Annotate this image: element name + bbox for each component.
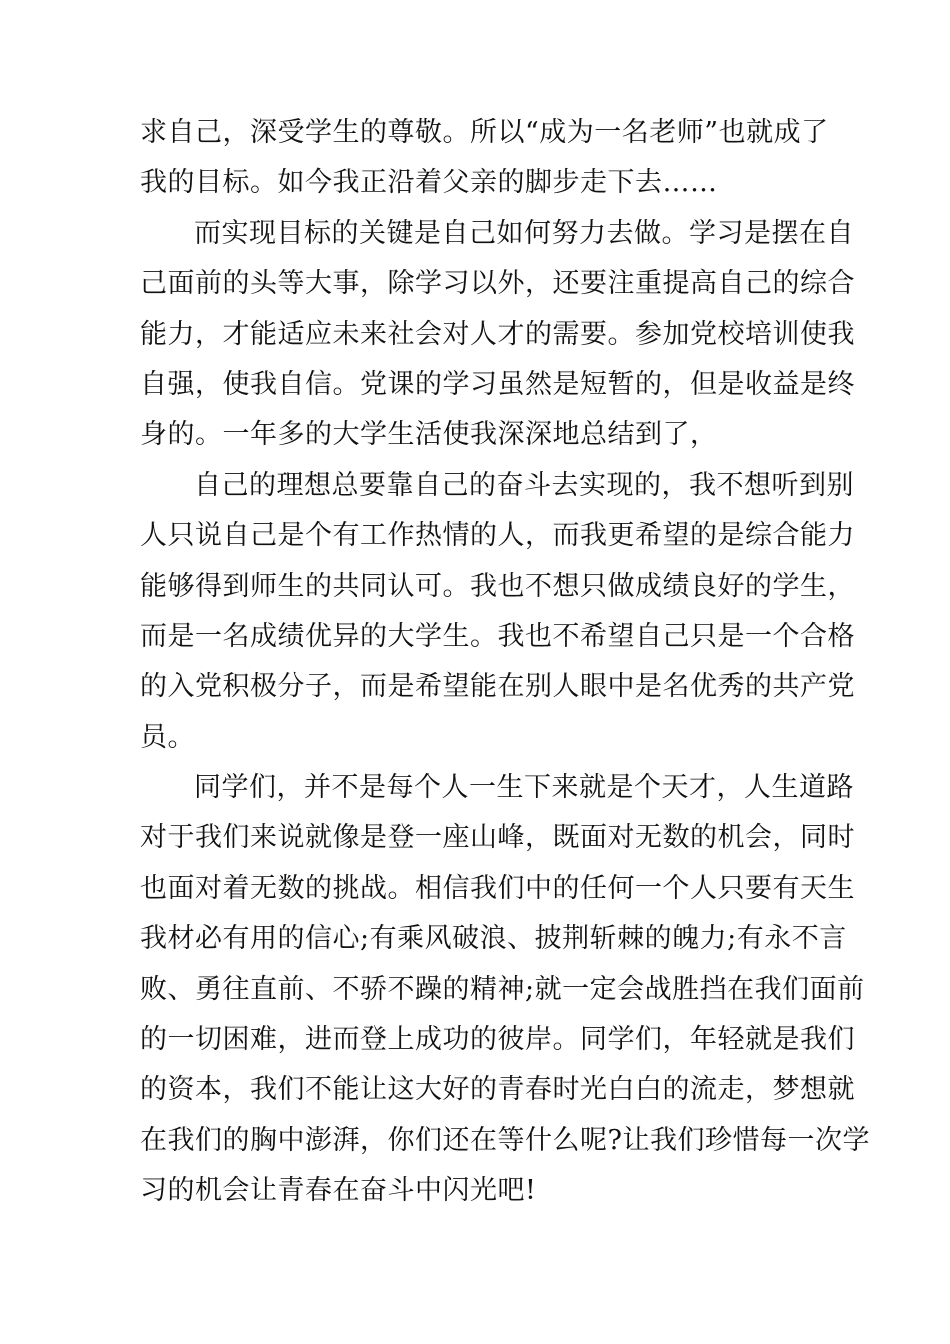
paragraph-line: 能力，才能适应未来社会对人才的需要。参加党校培训使我 — [140, 318, 855, 350]
paragraph-line: 的一切困难，进而登上成功的彼岸。同学们，年轻就是我们 — [140, 1024, 855, 1056]
paragraph-line: 身的。一年多的大学生活使我深深地总结到了， — [140, 419, 718, 451]
paragraph-line: 的资本，我们不能让这大好的青春时光白白的流走，梦想就 — [140, 1074, 855, 1106]
paragraph-line: 我材必有用的信心;有乘风破浪、披荆斩棘的魄力;有永不言 — [140, 923, 847, 955]
paragraph-line: 的入党积极分子，而是希望能在别人眼中是名优秀的共产党 — [140, 671, 855, 703]
paragraph-4 — [140, 763, 870, 1217]
paragraph-line: 同学们，并不是每个人一生下来就是个天才，人生道路 — [194, 772, 854, 804]
paragraph-line: 自强，使我自信。党课的学习虽然是短暂的，但是收益是终 — [140, 368, 855, 400]
paragraph-line: 在我们的胸中澎湃，你们还在等什么呢?让我们珍惜每一次学 — [140, 1124, 870, 1156]
paragraph-line: 自己的理想总要靠自己的奋斗去实现的，我不想听到别 — [194, 469, 854, 501]
paragraph-line: 败、勇往直前、不骄不躁的精神;就一定会战胜挡在我们面前 — [140, 973, 865, 1005]
paragraph-line: 能够得到师生的共同认可。我也不想只做成绩良好的学生， — [140, 570, 855, 602]
paragraph-line: 我的目标。如今我正沿着父亲的脚步走下去…… — [140, 167, 718, 199]
paragraph-line: 己面前的头等大事，除学习以外，还要注重提高自己的综合 — [140, 268, 855, 300]
paragraph-1 — [140, 108, 829, 209]
paragraph-line: 而实现目标的关键是自己如何努力去做。学习是摆在自 — [194, 217, 854, 249]
paragraph-2 — [140, 209, 855, 461]
paragraph-line: 习的机会让青春在奋斗中闪光吧! — [140, 1175, 537, 1207]
document-body — [140, 108, 870, 1217]
paragraph-line: 对于我们来说就像是登一座山峰，既面对无数的机会，同时 — [140, 822, 855, 854]
paragraph-3 — [140, 461, 855, 763]
paragraph-line: 也面对着无数的挑战。相信我们中的任何一个人只要有天生 — [140, 872, 855, 904]
paragraph-line: 求自己，深受学生的尊敬。所以“成为一名老师”也就成了 — [140, 117, 829, 148]
paragraph-line: 而是一名成绩优异的大学生。我也不希望自己只是一个合格 — [140, 620, 855, 652]
paragraph-line: 人只说自己是个有工作热情的人，而我更希望的是综合能力 — [140, 520, 855, 552]
paragraph-line: 员。 — [140, 721, 195, 753]
